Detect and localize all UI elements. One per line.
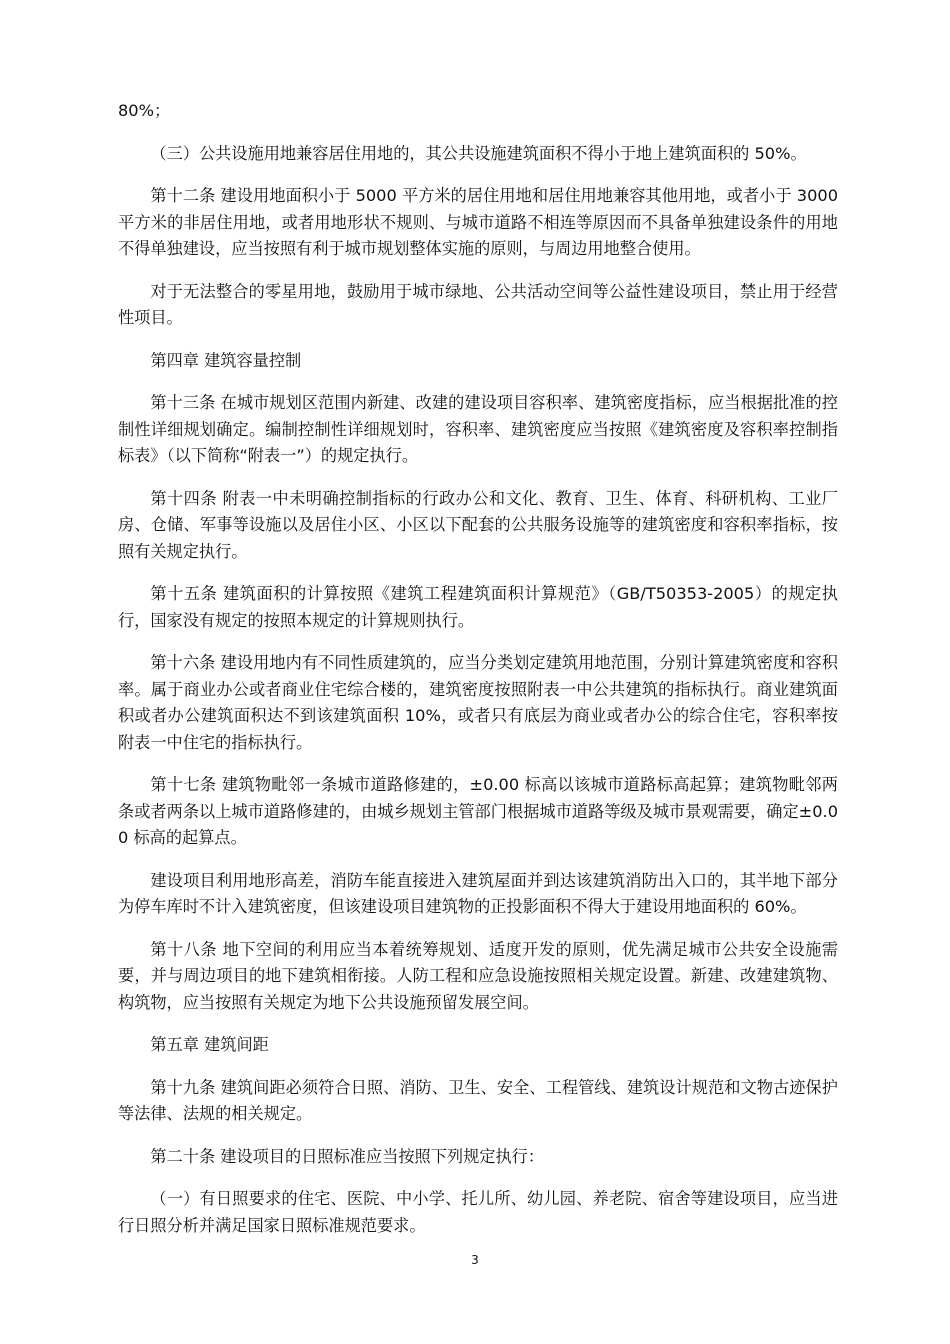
- paragraph-article-20: 第二十条 建设项目的日照标准应当按照下列规定执行：: [150, 1146, 545, 1166]
- paragraph-article-17: 第十七条 建筑物毗邻一条城市道路修建的，±0.00 标高以该城市道路标高起算；建筑物毗邻两条或者两条以上城市道路修建的，由城乡规划主管部门根据城市道路等级及城市景观需要，确定±0.00 标高的起算点。: [118, 775, 838, 847]
- paragraph-article-14: 第十四条 附表一中未明确控制指标的行政办公和文化、教育、卫生、体育、科研机构、工业厂房、仓储、军事等设施以及居住小区、小区以下配套的公共服务设施等的建筑密度和容积率指标，按照有关规定执行。: [118, 488, 838, 561]
- paragraph-article-13: 第十三条 在城市规划区范围内新建、改建的建设项目容积率、建筑密度指标，应当根据批准的控制性详细规划确定。编制控制性详细规划时，容积率、建筑密度应当按照《建筑密度及容积率控制指标表》（以下简称“附表一”）的规定执行。: [118, 393, 838, 465]
- paragraph-article-12-note: 对于无法整合的零星用地，鼓励用于城市绿地、公共活动空间等公益性建设项目，禁止用于经营性项目。: [118, 281, 838, 327]
- paragraph-item-3: （三）公共设施用地兼容居住用地的，其公共设施建筑面积不得小于地上建筑面积的 50%。: [150, 143, 807, 163]
- paragraph-article-12: 第十二条 建设用地面积小于 5000 平方米的居住用地和居住用地兼容其他用地，或者小于 3000 平方米的非居住用地，或者用地形状不规则、与城市道路不相连等原因而不具备单独建设条件的用地不得单独建设，应当按照有利于城市规划整体实施的原则，与周边用地整合使用。: [118, 186, 838, 258]
- paragraph-article-20-item-1: （一）有日照要求的住宅、医院、中小学、托儿所、幼儿园、养老院、宿舍等建设项目，应当进行日照分析并满足国家日照标准规范要求。: [118, 1189, 838, 1235]
- paragraph-article-15: 第十五条 建筑面积的计算按照《建筑工程建筑面积计算规范》（GB/T50353-2005）的规定执行，国家没有规定的按照本规定的计算规则执行。: [118, 584, 838, 630]
- paragraph-continuation: 80%；: [118, 101, 171, 120]
- paragraph-article-17-note: 建设项目利用地形高差，消防车能直接进入建筑屋面并到达该建筑消防出入口的，其半地下部分为停车库时不计入建筑密度，但该建设项目建筑物的正投影面积不得大于建设用地面积的 60%。: [118, 870, 838, 916]
- document-body: [118, 98, 838, 1255]
- page-number: 3: [471, 1253, 479, 1267]
- chapter-5-heading: 第五章 建筑间距: [150, 1035, 269, 1054]
- paragraph-article-19: 第十九条 建筑间距必须符合日照、消防、卫生、安全、工程管线、建筑设计规范和文物古迹保护等法律、法规的相关规定。: [118, 1077, 838, 1123]
- paragraph-article-16: 第十六条 建设用地内有不同性质建筑的，应当分类划定建筑用地范围，分别计算建筑密度和容积率。属于商业办公或者商业住宅综合楼的，建筑密度按照附表一中公共建筑的指标执行。商业建筑面积或者办公建筑面积达不到该建筑面积 10%，或者只有底层为商业或者办公的综合住宅，容积率按附表一中住宅的指标执行。: [118, 653, 838, 752]
- chapter-4-heading: 第四章 建筑容量控制: [150, 350, 302, 370]
- paragraph-article-18: 第十八条 地下空间的利用应当本着统筹规划、适度开发的原则，优先满足城市公共安全设施需要，并与周边项目的地下建筑相衔接。人防工程和应急设施按照相关规定设置。新建、改建建筑物、构筑物，应当按照有关规定为地下公共设施预留发展空间。: [118, 939, 838, 1012]
